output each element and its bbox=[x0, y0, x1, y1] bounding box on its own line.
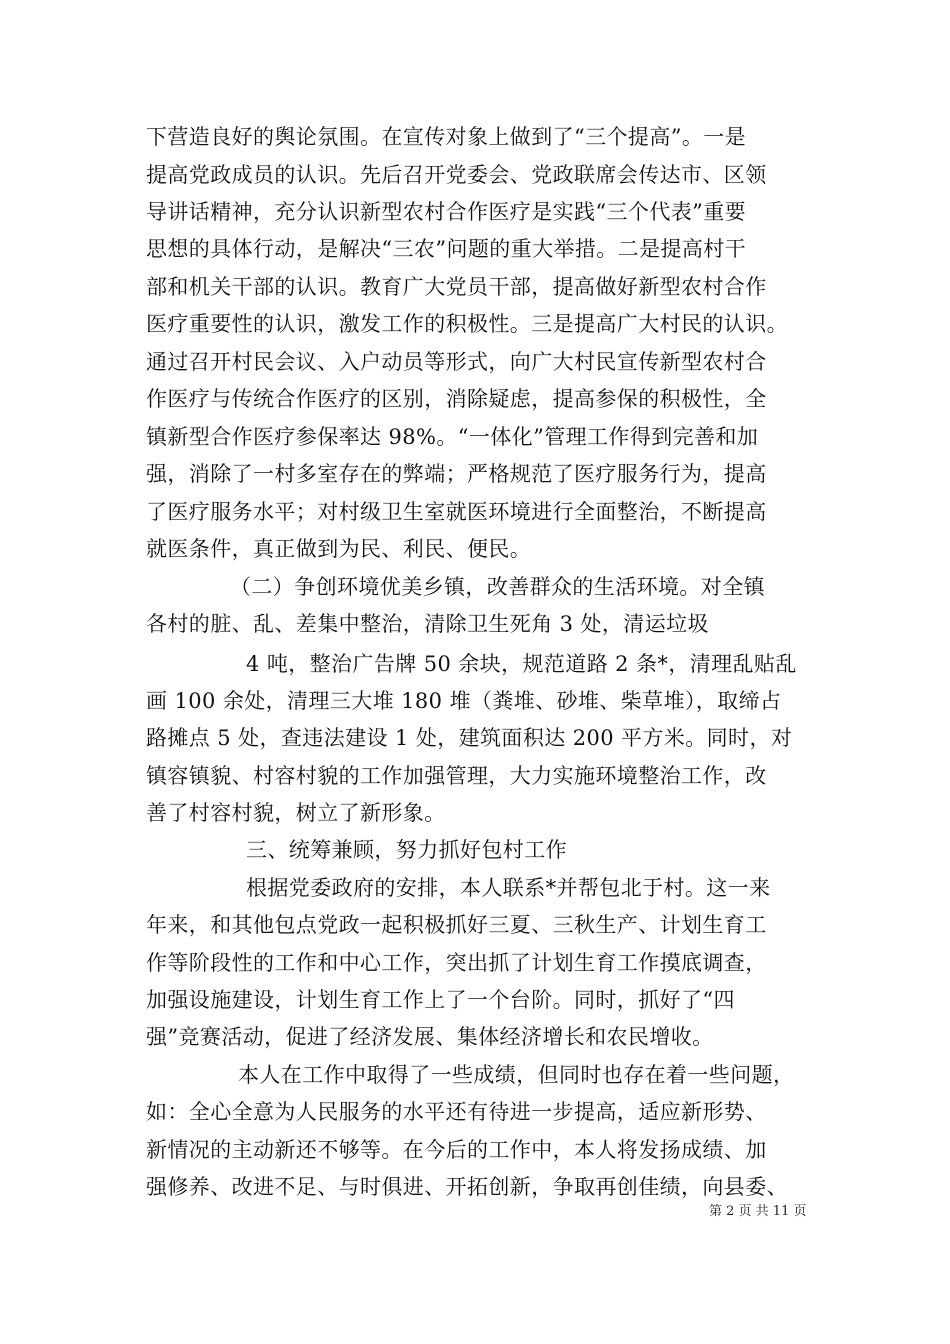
text-line: 了医疗服务水平；对村级卫生室就医环境进行全面整治，不断提高 bbox=[146, 500, 767, 524]
text-line: 强修养、改进不足、与时俱进、开拓创新，争取再创佳绩，向县委、 bbox=[146, 1175, 788, 1199]
text-line: 强，消除了一村多室存在的弊端；严格规范了医疗服务行为，提高 bbox=[146, 462, 767, 486]
text-line: 下营造良好的舆论氛围。在宣传对象上做到了“三个提高”。一是 bbox=[146, 125, 747, 149]
text-line: 通过召开村民会议、入户动员等形式，向广大村民宣传新型农村合 bbox=[146, 350, 767, 374]
text-line: 就医条件，真正做到为民、利民、便民。 bbox=[146, 537, 532, 561]
text-line: 4 吨，整治广告牌 50 余块，规范道路 2 条*，清理乱贴乱 bbox=[246, 652, 797, 676]
text-line: 作等阶段性的工作和中心工作，突出抓了计划生育工作摸底调查， bbox=[146, 951, 767, 975]
text-line: 画 100 余处，清理三大堆 180 堆（粪堆、砂堆、柴草堆），取缔占 bbox=[146, 689, 782, 713]
text-line: 部和机关干部的认识。教育广大党员干部，提高做好新型农村合作 bbox=[146, 275, 767, 299]
text-line: 新情况的主动新还不够等。在今后的工作中，本人将发扬成绩、加 bbox=[146, 1138, 767, 1162]
section-paragraph-start: （二）争创环境优美乡镇，改善群众的生活环境。对全镇 bbox=[230, 575, 765, 599]
text-line: 镇容镇貌、村容村貌的工作加强管理，大力实施环境整治工作，改 bbox=[146, 764, 767, 788]
text-line: 各村的脏、乱、差集中整治，清除卫生死角 3 处，清运垃圾 bbox=[146, 612, 709, 636]
text-line: 加强设施建设，计划生育工作上了一个台阶。同时，抓好了“四 bbox=[146, 988, 735, 1012]
text-line: 强”竞赛活动，促进了经济发展、集体经济增长和农民增收。 bbox=[146, 1025, 714, 1049]
text-line: 根据党委政府的安排，本人联系*并帮包北于村。这一来 bbox=[246, 876, 771, 900]
page-number: 第 2 页 共 11 页 bbox=[709, 1204, 807, 1219]
text-line: 思想的具体行动，是解决“三农”问题的重大举措。二是提高村干 bbox=[146, 237, 747, 261]
section-heading: 三、统筹兼顾，努力抓好包村工作 bbox=[246, 838, 567, 862]
text-line: 如：全心全意为人民服务的水平还有待进一步提高，适应新形势、 bbox=[146, 1100, 767, 1124]
text-line: 医疗重要性的认识，激发工作的积极性。三是提高广大村民的认识。 bbox=[146, 312, 788, 336]
text-line: 年来，和其他包点党政一起积极抓好三夏、三秋生产、计划生育工 bbox=[146, 913, 767, 937]
text-line: 善了村容村貌，树立了新形象。 bbox=[146, 801, 446, 825]
text-line: 路摊点 5 处，查违法建设 1 处，建筑面积达 200 平方米。同时，对 bbox=[146, 726, 793, 750]
text-line: 镇新型合作医疗参保率达 98%。“一体化”管理工作得到完善和加 bbox=[146, 425, 759, 449]
text-line: 作医疗与传统合作医疗的区别，消除疑虑，提高参保的积极性，全 bbox=[146, 387, 767, 411]
text-line: 导讲话精神，充分认识新型农村合作医疗是实践“三个代表”重要 bbox=[146, 200, 747, 224]
text-line: 本人在工作中取得了一些成绩，但同时也存在着一些问题， bbox=[238, 1063, 795, 1087]
text-line: 提高党政成员的认识。先后召开党委会、党政联席会传达市、区领 bbox=[146, 163, 767, 187]
